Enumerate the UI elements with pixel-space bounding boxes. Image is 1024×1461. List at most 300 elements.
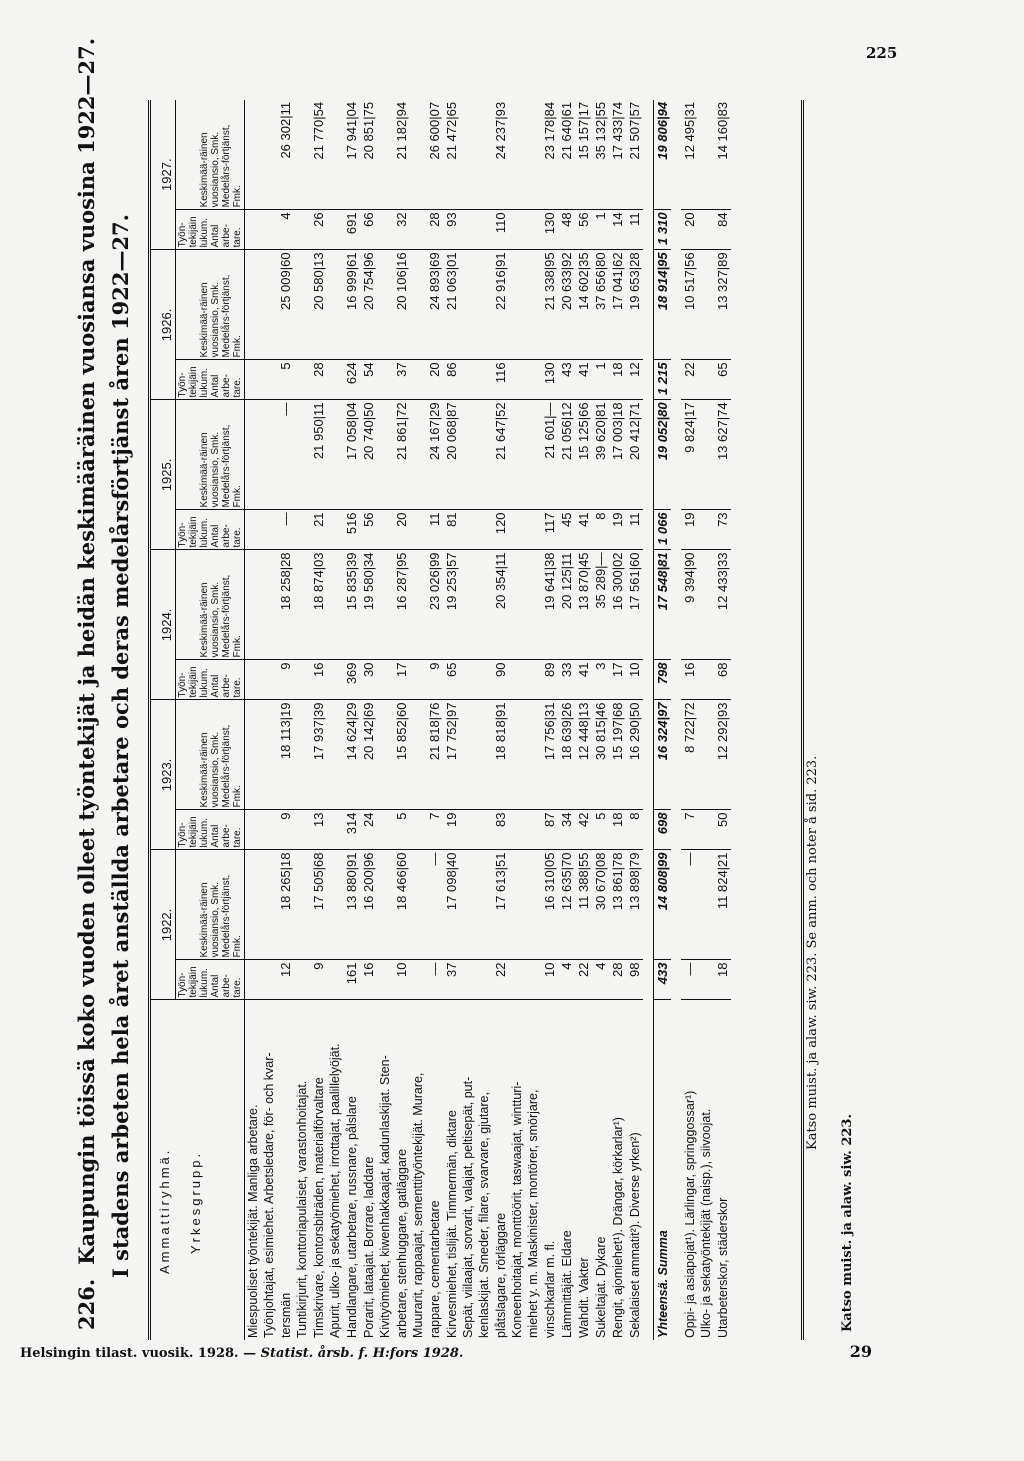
worker-count-cell	[410, 510, 426, 550]
occupation-cell: Utarbeterskor, städerskor	[715, 1197, 730, 1338]
worker-count-cell: 624	[343, 360, 360, 400]
worker-count-cell	[261, 810, 277, 850]
average-income-cell	[410, 100, 426, 210]
average-income-cell	[460, 250, 476, 360]
worker-count-cell: 84	[714, 210, 731, 250]
average-income-cell	[327, 250, 343, 360]
worker-count-cell: 43	[558, 360, 575, 400]
worker-count-cell	[698, 210, 714, 250]
table-row	[261, 100, 277, 1340]
table-row	[626, 100, 643, 1340]
average-income-cell	[476, 700, 492, 810]
average-income-cell	[525, 250, 541, 360]
worker-count-cell: 98	[626, 960, 643, 1000]
worker-count-cell: 93	[443, 210, 460, 250]
average-income-cell: 13 880|91	[343, 850, 360, 960]
worker-count-cell	[245, 960, 262, 1000]
year-header: 1927.	[151, 100, 176, 250]
average-income-cell	[509, 550, 525, 660]
worker-count-cell	[476, 510, 492, 550]
occupation-cell: Wahdit. Vakter	[576, 1257, 591, 1338]
occupation-cell: arbetare, stenhuggare, gatläggare	[394, 1148, 409, 1338]
worker-count-cell: 17	[393, 660, 410, 700]
average-income-cell: 9 394|90	[681, 550, 698, 660]
worker-count-cell: 13	[310, 810, 327, 850]
table-row	[443, 100, 460, 1340]
worker-count-cell: 19	[443, 810, 460, 850]
average-income-cell: 26 302|11	[277, 100, 294, 210]
occupation-cell: Ulko- ja sekatyöntekijät (naisp.), siivoojat.	[699, 1108, 713, 1338]
worker-count-cell	[377, 660, 393, 700]
worker-count-cell: 369	[343, 660, 360, 700]
average-income-cell: 21 056|12	[558, 400, 575, 510]
average-income-header: Keskimää-räinen vuosiansio, Smk. Medelårs-förtjänst, Fmk.	[176, 400, 245, 510]
average-income-cell: 17 548|81	[654, 550, 672, 660]
worker-count-cell: 41	[575, 360, 592, 400]
worker-count-cell: 41	[575, 510, 592, 550]
table-row	[377, 100, 393, 1340]
worker-count-header: Työn-tekijäin lukum. Antal arbe-tare.	[176, 210, 245, 250]
worker-count-cell	[245, 210, 262, 250]
worker-count-cell: 3	[592, 660, 609, 700]
worker-count-cell	[509, 960, 525, 1000]
year-header: 1926.	[151, 250, 176, 400]
average-income-cell: 15 125|66	[575, 400, 592, 510]
worker-count-cell: 65	[443, 660, 460, 700]
average-income-cell: 13 870|45	[575, 550, 592, 660]
worker-count-cell: 8	[626, 810, 643, 850]
occupation-label-sv: Yrkesgrupp.	[188, 1150, 203, 1254]
average-income-cell: 20 106|16	[393, 250, 410, 360]
occupation-label-fi: Ammattiryhmä.	[157, 1147, 172, 1274]
average-income-cell: 18 639|26	[558, 700, 575, 810]
occupation-header	[151, 1000, 245, 1340]
footer-source-fi: Helsingin tilast. vuosik. 1928. —	[20, 1346, 261, 1361]
average-income-cell	[476, 400, 492, 510]
average-income-cell: 22 916|91	[492, 250, 509, 360]
average-income-cell	[410, 850, 426, 960]
worker-count-cell: 21	[310, 510, 327, 550]
page-footer	[20, 1342, 872, 1361]
footnote: Katso muist. ja alaw. siw. 223.	[840, 1114, 855, 1332]
worker-count-cell: 516	[343, 510, 360, 550]
table-body	[245, 100, 732, 1340]
average-income-cell	[476, 100, 492, 210]
worker-count-cell: 18	[609, 360, 626, 400]
worker-count-cell: 28	[609, 960, 626, 1000]
year-header: 1924.	[151, 550, 176, 700]
worker-count-cell	[509, 210, 525, 250]
worker-count-cell: 314	[343, 810, 360, 850]
year-header-row	[151, 100, 176, 1340]
worker-count-cell: 16	[360, 960, 377, 1000]
worker-count-cell	[698, 510, 714, 550]
footer-source	[20, 1346, 463, 1361]
worker-count-cell: 10	[541, 960, 558, 1000]
worker-count-cell	[509, 510, 525, 550]
worker-count-cell: 86	[443, 360, 460, 400]
worker-count-cell	[476, 810, 492, 850]
worker-count-cell: 19	[681, 510, 698, 550]
see-notes-text: Katso muist. ja alaw. siw. 223. Se anm. och noter å sid. 223.	[805, 755, 820, 1150]
average-income-cell: 17 433|74	[609, 100, 626, 210]
worker-count-header: Työn-tekijäin lukum. Antal arbe-tare.	[176, 510, 245, 550]
average-income-cell	[698, 100, 714, 210]
average-income-cell	[410, 700, 426, 810]
average-income-cell	[245, 250, 262, 360]
table-row	[245, 100, 262, 1340]
average-income-cell	[377, 700, 393, 810]
average-income-cell: 18 818|91	[492, 700, 509, 810]
average-income-cell: 18 113|19	[277, 700, 294, 810]
worker-count-cell: 10	[626, 660, 643, 700]
worker-count-cell: 18	[609, 810, 626, 850]
occupation-cell: Timskrivare, kontorsbiträden, materialförvaltare	[311, 1077, 326, 1338]
average-income-cell: 17 058|04	[343, 400, 360, 510]
average-income-cell	[698, 250, 714, 360]
average-income-cell	[327, 550, 343, 660]
worker-count-cell: 90	[492, 660, 509, 700]
footer-source-sv: Statist. årsb. f. H:fors 1928.	[260, 1346, 464, 1361]
average-income-cell: 17 941|04	[343, 100, 360, 210]
worker-count-cell	[327, 210, 343, 250]
worker-count-cell: 28	[310, 360, 327, 400]
worker-count-cell: 433	[654, 960, 672, 1000]
worker-count-cell	[460, 960, 476, 1000]
average-income-cell	[261, 850, 277, 960]
average-income-cell	[377, 550, 393, 660]
worker-count-cell: 37	[443, 960, 460, 1000]
average-income-cell: 24 237|93	[492, 100, 509, 210]
average-income-cell	[327, 400, 343, 510]
occupation-cell: Sekalaiset ammatit²). Diverse yrken²)	[627, 1132, 642, 1338]
occupation-cell: Porarit, lataajat. Borrare, laddare	[361, 1156, 376, 1338]
worker-count-cell: 87	[541, 810, 558, 850]
average-income-cell: 14 808|99	[654, 850, 672, 960]
average-income-cell	[460, 700, 476, 810]
average-income-cell: 16 300|02	[609, 550, 626, 660]
worker-count-cell: 161	[343, 960, 360, 1000]
worker-count-cell	[410, 360, 426, 400]
average-income-cell: 35 132|55	[592, 100, 609, 210]
worker-count-cell: 116	[492, 360, 509, 400]
table-row	[460, 100, 476, 1340]
worker-count-cell	[294, 510, 310, 550]
worker-count-cell	[327, 960, 343, 1000]
spacer-row	[671, 100, 681, 1340]
average-income-cell: 20 851|75	[360, 100, 377, 210]
average-income-cell	[525, 100, 541, 210]
worker-count-cell: 20	[426, 360, 443, 400]
average-income-cell	[294, 400, 310, 510]
worker-count-cell: 7	[681, 810, 698, 850]
worker-count-cell: 698	[654, 810, 672, 850]
average-income-cell: 26 600|07	[426, 100, 443, 210]
worker-count-cell	[245, 810, 262, 850]
worker-count-cell: 20	[681, 210, 698, 250]
worker-count-cell: 8	[592, 510, 609, 550]
table-row	[426, 100, 443, 1340]
worker-count-cell: 22	[575, 960, 592, 1000]
worker-count-cell	[698, 810, 714, 850]
table-row	[592, 100, 609, 1340]
average-income-cell: 18 914|95	[654, 250, 672, 360]
occupation-cell: Apurit, ulko- ja sekatyömiehet, irrottajat, paalillelyöjät.	[328, 1043, 342, 1338]
average-income-cell: —	[426, 850, 443, 960]
average-income-cell: 21 770|54	[310, 100, 327, 210]
table-row	[343, 100, 360, 1340]
average-income-cell: 21 601|—	[541, 400, 558, 510]
average-income-cell	[294, 550, 310, 660]
average-income-cell: 30 670|08	[592, 850, 609, 960]
table-row	[393, 100, 410, 1340]
average-income-cell	[327, 700, 343, 810]
average-income-cell	[460, 100, 476, 210]
average-income-cell: 14 160|83	[714, 100, 731, 210]
average-income-cell	[525, 850, 541, 960]
average-income-cell	[294, 850, 310, 960]
worker-count-cell	[476, 960, 492, 1000]
worker-count-cell: 20	[393, 510, 410, 550]
worker-count-cell	[294, 660, 310, 700]
average-income-cell: 17 098|40	[443, 850, 460, 960]
worker-count-cell: 117	[541, 510, 558, 550]
worker-count-cell: 11	[626, 210, 643, 250]
worker-count-cell	[327, 660, 343, 700]
worker-count-cell: 68	[714, 660, 731, 700]
worker-count-cell: 798	[654, 660, 672, 700]
average-income-cell: 16 290|50	[626, 700, 643, 810]
average-income-cell	[460, 850, 476, 960]
table-number: 226.	[74, 1278, 99, 1330]
average-income-cell: 21 472|65	[443, 100, 460, 210]
worker-count-cell: 37	[393, 360, 410, 400]
average-income-cell: 37 656|80	[592, 250, 609, 360]
worker-count-cell: 89	[541, 660, 558, 700]
average-income-cell: 17 505|68	[310, 850, 327, 960]
worker-count-cell	[294, 210, 310, 250]
table-row	[476, 100, 492, 1340]
worker-count-cell	[410, 810, 426, 850]
rotated-table-page	[70, 37, 870, 1340]
average-income-cell	[410, 550, 426, 660]
average-income-cell: 18 874|03	[310, 550, 327, 660]
table-row	[277, 100, 294, 1340]
worker-count-cell	[377, 510, 393, 550]
worker-count-cell	[245, 660, 262, 700]
worker-count-cell	[460, 510, 476, 550]
average-income-cell: 19 653|28	[626, 250, 643, 360]
occupation-cell: Yhteensä. Summa	[654, 1000, 672, 1340]
occupation-cell: kenlaskijat. Smeder, filare, svarvare, gjutare,	[477, 1092, 491, 1338]
average-income-cell	[509, 250, 525, 360]
average-income-cell	[460, 400, 476, 510]
worker-count-cell	[261, 360, 277, 400]
average-income-cell: 23 026|99	[426, 550, 443, 660]
worker-count-cell: 73	[714, 510, 731, 550]
average-income-cell: 13 627|74	[714, 400, 731, 510]
average-income-cell	[377, 400, 393, 510]
average-income-cell: 17 756|31	[541, 700, 558, 810]
average-income-cell: 17 561|60	[626, 550, 643, 660]
average-income-cell: 15 197|68	[609, 700, 626, 810]
worker-count-cell: 16	[310, 660, 327, 700]
table-row	[714, 100, 731, 1340]
worker-count-cell: 28	[426, 210, 443, 250]
worker-count-cell	[294, 960, 310, 1000]
average-income-cell: 21 950|11	[310, 400, 327, 510]
average-income-cell: 12 433|33	[714, 550, 731, 660]
average-income-cell: 13 898|79	[626, 850, 643, 960]
average-income-cell	[410, 400, 426, 510]
occupation-cell: Kirvesmiehet, tislijät. Timmermän, diktare	[444, 1110, 459, 1338]
average-income-cell: 20 580|13	[310, 250, 327, 360]
average-income-cell	[261, 550, 277, 660]
worker-count-cell: 130	[541, 360, 558, 400]
year-header: 1925.	[151, 400, 176, 550]
worker-count-cell: 110	[492, 210, 509, 250]
average-income-cell	[294, 250, 310, 360]
average-income-cell: 20 142|69	[360, 700, 377, 810]
worker-count-cell	[410, 210, 426, 250]
table-row	[509, 100, 525, 1340]
occupation-cell: Rengit, ajomiehet¹). Drängar, körkarlar¹)	[610, 1117, 625, 1338]
average-income-cell: 19 641|38	[541, 550, 558, 660]
average-income-cell	[509, 700, 525, 810]
worker-count-cell	[377, 810, 393, 850]
average-income-cell: 15 852|60	[393, 700, 410, 810]
average-income-cell: 20 754|96	[360, 250, 377, 360]
average-income-cell	[509, 100, 525, 210]
year-header: 1922.	[151, 850, 176, 1000]
worker-count-cell	[261, 210, 277, 250]
average-income-header: Keskimää-räinen vuosiansio, Smk. Medelårs-förtjänst, Fmk.	[176, 700, 245, 810]
average-income-cell: 21 640|61	[558, 100, 575, 210]
average-income-cell: 19 806|94	[654, 100, 672, 210]
worker-count-cell	[294, 360, 310, 400]
worker-count-cell	[327, 810, 343, 850]
average-income-cell	[377, 250, 393, 360]
average-income-cell: 13 327|89	[714, 250, 731, 360]
worker-count-cell: 32	[393, 210, 410, 250]
worker-count-cell	[377, 210, 393, 250]
occupation-cell: Sukeltajat. Dykare	[593, 1236, 608, 1338]
worker-count-cell: 130	[541, 210, 558, 250]
worker-count-cell	[509, 360, 525, 400]
wage-table-wrapper	[148, 100, 804, 1340]
worker-count-cell: 34	[558, 810, 575, 850]
worker-count-cell	[460, 210, 476, 250]
summary-row	[654, 100, 672, 1340]
occupation-cell: Muurarit, rappaajat, sementtityöntekijät. Murare,	[411, 1072, 425, 1338]
table-row	[327, 100, 343, 1340]
occupation-cell: rappare, cementarbetare	[427, 1200, 442, 1338]
average-income-cell: 21 818|76	[426, 700, 443, 810]
average-income-cell: 25 009|60	[277, 250, 294, 360]
worker-count-cell: 4	[592, 960, 609, 1000]
average-income-cell	[245, 850, 262, 960]
average-income-cell: 17 752|97	[443, 700, 460, 810]
average-income-cell: 21 063|01	[443, 250, 460, 360]
average-income-cell: 8 722|72	[681, 700, 698, 810]
worker-count-cell: 1 310	[654, 210, 672, 250]
average-income-cell	[525, 550, 541, 660]
worker-count-cell: —	[426, 960, 443, 1000]
worker-count-cell	[525, 810, 541, 850]
spacer-row	[643, 100, 654, 1340]
table-row	[410, 100, 426, 1340]
worker-count-cell: 50	[714, 810, 731, 850]
sheet-number: 29	[849, 1342, 872, 1361]
worker-count-cell: 54	[360, 360, 377, 400]
occupation-cell: Miespuoliset työntekijät. Manliga arbetare.	[246, 1104, 260, 1338]
average-income-cell: 20 633|92	[558, 250, 575, 360]
average-income-cell	[698, 850, 714, 960]
average-income-cell	[245, 700, 262, 810]
worker-count-cell: 65	[714, 360, 731, 400]
year-header: 1923.	[151, 700, 176, 850]
average-income-cell: 21 507|57	[626, 100, 643, 210]
occupation-cell: Lämmittäjät. Eldare	[559, 1230, 574, 1338]
worker-count-cell	[525, 660, 541, 700]
worker-count-cell	[261, 960, 277, 1000]
average-income-cell	[377, 850, 393, 960]
worker-count-cell: 41	[575, 660, 592, 700]
worker-count-cell: —	[277, 510, 294, 550]
worker-count-header: Työn-tekijäin lukum. Antal arbe-tare.	[176, 960, 245, 1000]
average-income-cell: 9 824|17	[681, 400, 698, 510]
average-income-cell	[261, 700, 277, 810]
occupation-cell: Oppi- ja asiapojat¹). Lärlingar, springgossar¹)	[682, 1090, 697, 1338]
worker-count-cell: 66	[360, 210, 377, 250]
worker-count-cell: 22	[681, 360, 698, 400]
worker-count-cell	[525, 960, 541, 1000]
worker-count-cell	[509, 810, 525, 850]
average-income-cell	[261, 400, 277, 510]
worker-count-cell: 12	[277, 960, 294, 1000]
average-income-header: Keskimää-räinen vuosiansio, Smk. Medelårs-förtjänst, Fmk.	[176, 100, 245, 210]
average-income-cell: 12 292|93	[714, 700, 731, 810]
average-income-cell: 12 635|70	[558, 850, 575, 960]
average-income-cell: 12 448|13	[575, 700, 592, 810]
average-income-cell	[327, 850, 343, 960]
occupation-cell: plåtslagare, rörläggare	[493, 1212, 508, 1338]
worker-count-cell	[327, 360, 343, 400]
worker-count-cell: 24	[360, 810, 377, 850]
worker-count-cell	[460, 660, 476, 700]
average-income-cell	[476, 550, 492, 660]
average-income-cell	[377, 100, 393, 210]
average-income-cell: 19 253|57	[443, 550, 460, 660]
average-income-cell: 16 287|95	[393, 550, 410, 660]
average-income-cell: 18 265|18	[277, 850, 294, 960]
occupation-cell: Tuntikirjurit, konttoriapulaiset, varastonhoitajat.	[295, 1080, 309, 1338]
average-income-cell: 39 620|81	[592, 400, 609, 510]
worker-count-cell: 1	[592, 210, 609, 250]
worker-count-cell: 5	[393, 810, 410, 850]
worker-count-cell: 33	[558, 660, 575, 700]
worker-count-cell	[525, 510, 541, 550]
worker-count-cell	[410, 660, 426, 700]
average-income-cell: 11 388|55	[575, 850, 592, 960]
average-income-cell: 20 354|11	[492, 550, 509, 660]
occupation-cell: Kivityömiehet, kiwenhakkaajat, kadunlaskijat. Sten-	[378, 1055, 392, 1338]
title-finnish-line	[74, 38, 99, 1330]
average-income-cell: 35 289|—	[592, 550, 609, 660]
worker-count-cell	[460, 360, 476, 400]
worker-count-cell: 120	[492, 510, 509, 550]
average-income-cell	[245, 550, 262, 660]
